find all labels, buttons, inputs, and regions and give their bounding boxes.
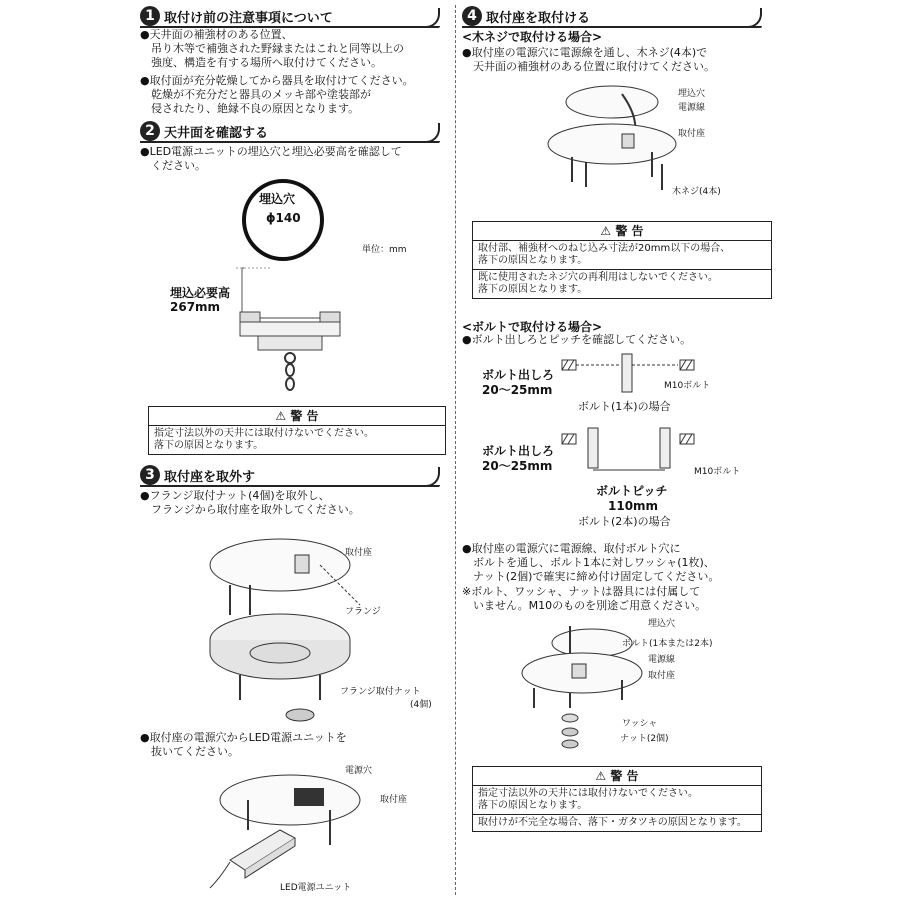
label-base-2: 取付座 bbox=[380, 795, 408, 805]
warning-box-wood-screw bbox=[472, 221, 772, 299]
warning-box-bolt bbox=[472, 766, 762, 832]
wood-screw-paragraph: ●取付座の電源穴に電源線を通し、木ネジ(4本)で 天井面の補強材のある位置に取付けてください。 bbox=[462, 46, 715, 73]
step-number-2: 2 bbox=[140, 121, 160, 141]
label-nut-qty: (4個) bbox=[410, 700, 432, 710]
label-power-hole: 電源穴 bbox=[345, 766, 373, 776]
warning-wood-row-1: 取付部、補強材へのねじ込み寸法が20mm以下の場合、 落下の原因となります。 bbox=[478, 243, 731, 266]
label-flange-nut: フランジ取付ナット bbox=[340, 687, 421, 697]
section-1-paragraph-2: ●取付面が充分乾燥してから器具を取付けてください。 乾燥が不充分だと器具のメッキ部や塗装部が 侵されたり、絶縁不良の原因となります。 bbox=[140, 74, 414, 115]
ceiling-height-diagram bbox=[230, 260, 450, 400]
warning-triangle-icon: ⚠ bbox=[275, 409, 287, 423]
section-3-header bbox=[140, 465, 440, 487]
label-m10-bolt-2: M10ボルト bbox=[694, 467, 741, 477]
label-flange: フランジ bbox=[345, 607, 381, 617]
section-2-title: 天井面を確認する bbox=[164, 126, 269, 141]
bolt-paragraph-2: ●取付座の電源穴に電源線、取付ボルト穴に ボルトを通し、ボルト1本に対しワッシャ(1枚)、 ナット(2個)で確実に締め付け固定してください。 bbox=[462, 542, 720, 583]
label-wood-screw: 木ネジ(4本) bbox=[672, 187, 721, 197]
warning-title-text: 警 告 bbox=[615, 224, 644, 238]
bolt-protrusion-value-1: 20〜25mm bbox=[482, 383, 553, 397]
warning-box-section-2 bbox=[148, 406, 446, 455]
subheading-bolt: <ボルトで取付ける場合> bbox=[462, 320, 603, 334]
section-1-header bbox=[140, 6, 440, 28]
bolt-protrusion-label-2: ボルト出しろ bbox=[482, 444, 555, 458]
label-nut: ナット(2個) bbox=[620, 734, 669, 744]
column-divider bbox=[455, 5, 456, 895]
double-bolt-caption: ボルト(2本)の場合 bbox=[578, 515, 671, 528]
warning-triangle-icon: ⚠ bbox=[600, 224, 612, 238]
section-3-paragraph-2: ●取付座の電源穴からLED電源ユニットを 抜いてください。 bbox=[140, 731, 347, 758]
warning-title bbox=[149, 407, 445, 426]
label-power-cable: 電源線 bbox=[678, 103, 706, 113]
warning-bolt-row-2: 取付けが不完全な場合、落下・ガタツキの原因となります。 bbox=[473, 814, 761, 831]
label-base: 取付座 bbox=[345, 548, 373, 558]
unit-label: 単位：mm bbox=[362, 245, 407, 255]
warning-title-text: 警 告 bbox=[610, 769, 639, 783]
label-power-cable-2: 電源線 bbox=[648, 655, 676, 665]
single-bolt-caption: ボルト(1本)の場合 bbox=[578, 400, 671, 413]
section-1-paragraph-1: ●天井面の補強材のある位置、 吊り木等で補強された野縁またはこれと同等以上の 強度、構造を有する場所へ取付けてください。 bbox=[140, 28, 404, 69]
bolt-protrusion-label-1: ボルト出しろ bbox=[482, 368, 555, 382]
subheading-wood-screw: <木ネジで取付ける場合> bbox=[462, 30, 603, 44]
warning-triangle-icon: ⚠ bbox=[595, 769, 607, 783]
section-4-title: 取付座を取付ける bbox=[486, 11, 591, 26]
section-2-paragraph: ●LED電源ユニットの埋込穴と埋込必要高を確認して ください。 bbox=[140, 145, 402, 172]
wood-screw-diagram bbox=[552, 82, 752, 202]
hole-size: ϕ140 bbox=[266, 211, 301, 225]
label-washer: ワッシャ bbox=[622, 719, 658, 729]
step-number-1: 1 bbox=[140, 6, 160, 26]
section-2-header bbox=[140, 121, 440, 143]
warning-bolt-row-1: 指定寸法以外の天井には取付けないでください。 落下の原因となります。 bbox=[478, 788, 698, 811]
section-1-title: 取付け前の注意事項について bbox=[164, 11, 333, 26]
label-led-unit: LED電源ユニット bbox=[280, 883, 352, 893]
single-bolt-diagram bbox=[560, 352, 700, 402]
label-embed-hole: 埋込穴 bbox=[678, 89, 706, 99]
bolt-protrusion-value-2: 20〜25mm bbox=[482, 459, 553, 473]
warning-title-bolt bbox=[473, 767, 761, 786]
bolt-pitch-value: 110mm bbox=[608, 499, 659, 513]
height-label: 埋込必要高 bbox=[170, 286, 231, 300]
hole-label: 埋込穴 bbox=[259, 192, 296, 206]
section-3-title: 取付座を取外す bbox=[164, 470, 256, 485]
height-value: 267mm bbox=[170, 300, 221, 314]
warning-wood-row-2: 既に使用されたネジ穴の再利用はしないでください。 落下の原因となります。 bbox=[473, 269, 771, 298]
section-3-paragraph-1: ●フランジ取付ナット(4個)を取外し、 フランジから取付座を取外してください。 bbox=[140, 489, 360, 516]
label-mounting-base: 取付座 bbox=[678, 129, 706, 139]
bolt-paragraph-1: ●ボルト出しろとピッチを確認してください。 bbox=[462, 333, 692, 346]
step-number-4: 4 bbox=[462, 6, 482, 26]
label-m10-bolt-1: M10ボルト bbox=[664, 381, 711, 391]
double-bolt-diagram bbox=[560, 426, 700, 476]
label-bolt: ボルト(1本または2本) bbox=[622, 639, 713, 649]
section-4-header bbox=[462, 6, 762, 28]
step-number-3: 3 bbox=[140, 465, 160, 485]
warning-text: 指定寸法以外の天井には取付けないでください。 落下の原因となります。 bbox=[154, 428, 374, 451]
bolt-note: ※ボルト、ワッシャ、ナットは器具には付属して いません。M10のものを別途ご用意ください。 bbox=[462, 585, 707, 612]
bolt-pitch-label: ボルトピッチ bbox=[596, 484, 668, 498]
warning-title-wood bbox=[473, 222, 771, 241]
label-mounting-base-2: 取付座 bbox=[648, 671, 676, 681]
led-unit-removal-diagram bbox=[210, 770, 430, 895]
label-embed-hole-2: 埋込穴 bbox=[648, 619, 676, 629]
warning-title-text: 警 告 bbox=[290, 409, 319, 423]
